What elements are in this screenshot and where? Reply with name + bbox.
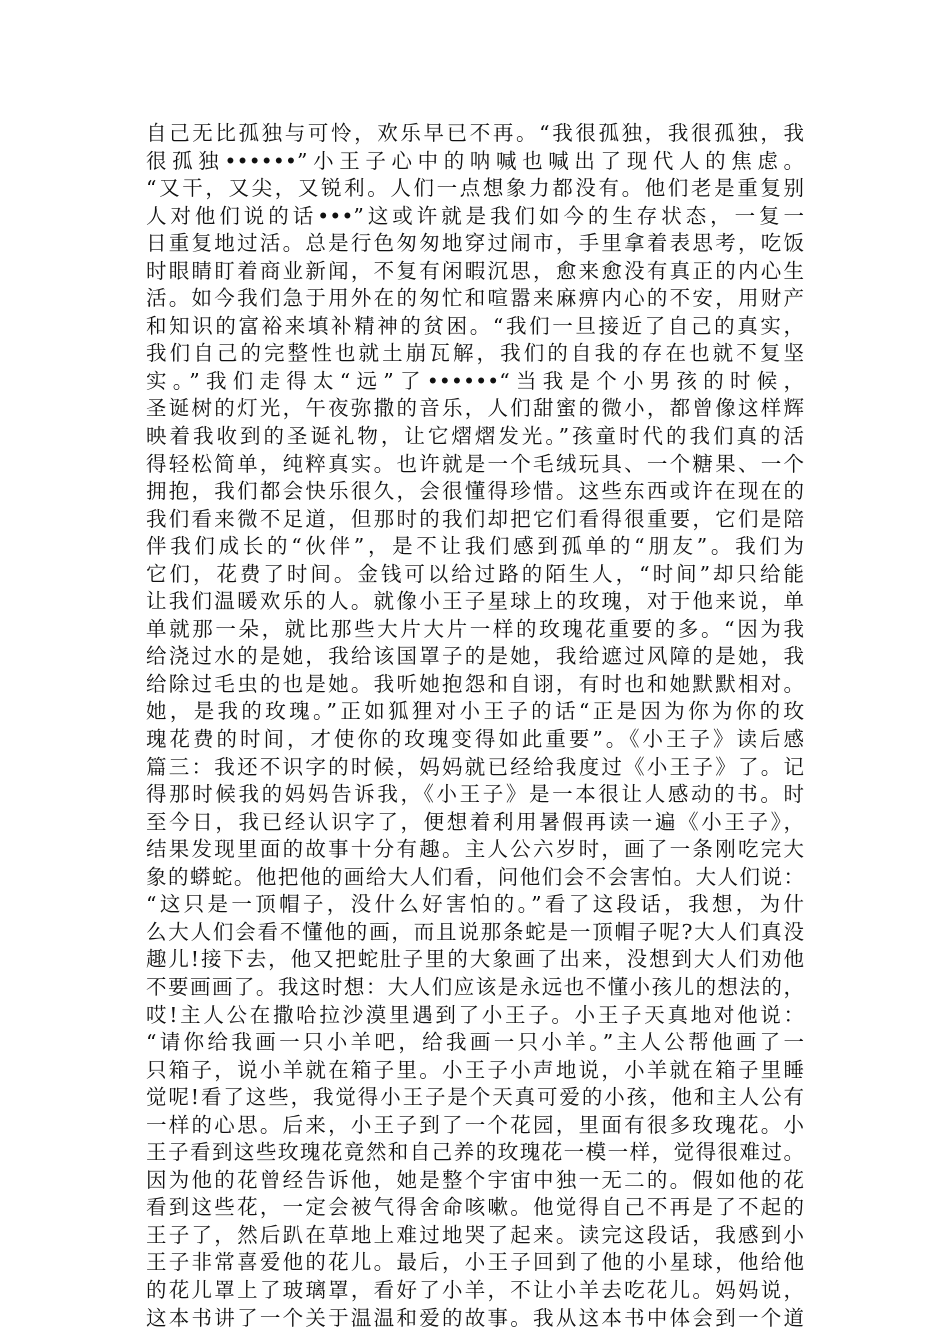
text-line: 哎!主人公在撒哈拉沙漠里遇到了小王子。小王子天真地对他说： xyxy=(146,1002,804,1027)
text-line: 王子非常喜爱他的花儿。最后，小王子回到了他的小星球，他给他 xyxy=(146,1250,804,1275)
text-line: 不要画画了。我这时想：大人们应该是永远也不懂小孩儿的想法的， xyxy=(146,974,804,999)
text-line: 的花儿罩上了玻璃罩，看好了小羊，不让小羊去吃花儿。妈妈说， xyxy=(146,1277,804,1302)
text-line: 活。如今我们急于用外在的匆忙和喧嚣来麻痹内心的不安，用财产 xyxy=(146,286,804,311)
text-line: 和知识的富裕来填补精神的贫困。“我们一旦接近了自己的真实， xyxy=(146,313,804,338)
text-line: 一样的心思。后来，小王子到了一个花园，里面有很多玫瑰花。小 xyxy=(146,1112,804,1137)
body-text xyxy=(146,120,804,1332)
text-line: 王子看到这些玫瑰花竟然和自己养的玫瑰花一模一样，觉得很难过。 xyxy=(146,1140,804,1165)
text-line: 得那时候我的妈妈告诉我，《小王子》是一本很让人感动的书。时 xyxy=(146,782,804,807)
text-line: 自己无比孤独与可怜，欢乐早已不再。“我很孤独，我很孤独，我 xyxy=(146,121,804,145)
text-line: 只箱子，说小羊就在箱子里。小王子小声地说，小羊就在箱子里睡 xyxy=(146,1057,804,1082)
text-line: 她，是我的玫瑰。”正如狐狸对小王子的话“正是因为你为你的玫 xyxy=(146,699,804,724)
text-line: 人对他们说的话•••”这或许就是我们如今的生存状态，一复一 xyxy=(146,203,804,228)
text-line: 王子了，然后趴在草地上难过地哭了起来。读完这段话，我感到小 xyxy=(146,1222,804,1247)
text-line: 很孤独••••••”小王子心中的呐喊也喊出了现代人的焦虑。 xyxy=(146,148,804,173)
text-line: 让我们温暖欢乐的人。就像小王子星球上的玫瑰，对于他来说，单 xyxy=(146,589,804,614)
text-line: 这本书讲了一个关于温温和爱的故事。我从这本书中体会到一个道 xyxy=(146,1305,804,1330)
text-line: 实。”我们走得太“远”了••••••“当我是个小男孩的时候， xyxy=(146,368,804,393)
text-line: “这只是一顶帽子，没什么好害怕的。”看了这段话，我想，为什 xyxy=(146,892,804,917)
text-line: 单就那一朵，就比那些大片大片一样的玫瑰花重要的多。“因为我 xyxy=(146,616,804,641)
text-line: 时眼睛盯着商业新闻，不复有闲暇沉思，愈来愈没有真正的内心生 xyxy=(146,258,804,283)
text-line: 拥抱，我们都会快乐很久，会很懂得珍惜。这些东西或许在现在的 xyxy=(146,479,804,504)
text-line: 给除过毛虫的也是她。我听她抱怨和自诩，有时也和她默默相对。 xyxy=(146,671,804,696)
text-line: 伴我们成长的“伙伴”，是不让我们感到孤单的“朋友”。我们为 xyxy=(146,534,804,559)
text-line: 象的蟒蛇。他把他的画给大人们看，问他们会不会害怕。大人们说： xyxy=(146,864,804,889)
text-line: “又干，又尖，又锐利。人们一点想象力都没有。他们老是重复别 xyxy=(146,176,804,201)
text-line: 觉呢!看了这些，我觉得小王子是个天真可爱的小孩，他和主人公有 xyxy=(146,1085,804,1110)
text-line: 至今日，我已经认识字了，便想着利用暑假再读一遍《小王子》， xyxy=(146,809,804,834)
text-line: 得轻松简单，纯粹真实。也许就是一个毛绒玩具、一个糖果、一个 xyxy=(146,451,804,476)
text-line: 映着我收到的圣诞礼物，让它熠熠发光。”孩童时代的我们真的活 xyxy=(146,424,804,449)
text-line: 么大人们会看不懂他的画，而且说那条蛇是一顶帽子呢?大人们真没 xyxy=(146,919,804,944)
text-line: 日重复地过活。总是行色匆匆地穿过闹市，手里拿着表思考，吃饭 xyxy=(146,231,804,256)
text-line: 给浇过水的是她，我给该国罩子的是她，我给遮过风障的是她，我 xyxy=(146,644,804,669)
text-line: 因为他的花曾经告诉他，她是整个宇宙中独一无二的。假如他的花 xyxy=(146,1167,804,1192)
text-line: 它们，花费了时间。金钱可以给过路的陌生人，“时间”却只给能 xyxy=(146,561,804,586)
text-line: 我们自己的完整性也就土崩瓦解，我们的自我的存在也就不复坚 xyxy=(146,341,804,366)
text-line: 趣儿!接下去，他又把蛇肚子里的大象画了出来，没想到大人们劝他 xyxy=(146,947,804,972)
text-line: 圣诞树的灯光，午夜弥撒的音乐，人们甜蜜的微小，都曾像这样辉 xyxy=(146,396,804,421)
text-line: 结果发现里面的故事十分有趣。主人公六岁时，画了一条刚吃完大 xyxy=(146,837,804,862)
text-line: “请你给我画一只小羊吧，给我画一只小羊。”主人公帮他画了一 xyxy=(146,1030,804,1055)
text-line: 篇三：我还不识字的时候，妈妈就已经给我度过《小王子》了。记 xyxy=(146,754,804,779)
text-line: 瑰花费的时间，才使你的玫瑰变得如此重要”。《小王子》读后感 xyxy=(146,727,804,752)
text-line: 我们看来微不足道，但那时的我们却把它们看得很重要，它们是陪 xyxy=(146,506,804,531)
text-line: 看到这些花，一定会被气得舍命咳嗽。他觉得自己不再是了不起的 xyxy=(146,1195,804,1220)
